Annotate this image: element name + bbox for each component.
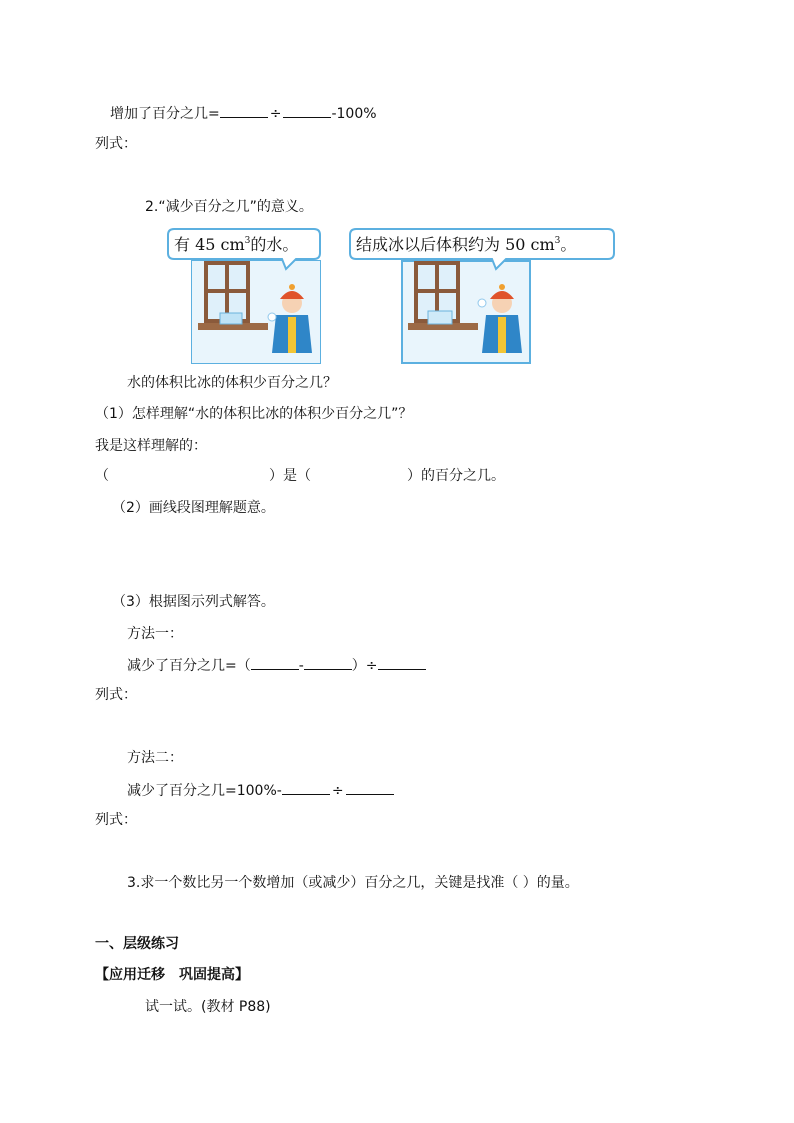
fill-open: （: [95, 468, 109, 484]
blank-field[interactable]: [304, 655, 352, 670]
bubble2-sup: 3: [554, 236, 561, 246]
practice-heading: 一、层级练习: [95, 936, 179, 952]
blank-field[interactable]: [283, 103, 331, 118]
blank-field[interactable]: [251, 655, 299, 670]
question-3: （3）根据图示列式解答。: [112, 594, 275, 610]
section3-text: 3.求一个数比另一个数增加（或减少）百分之几，关键是找准（ ）的量。: [127, 875, 579, 891]
blank-field[interactable]: [378, 655, 426, 670]
increase-formula-prefix: 增加了百分之几=: [110, 106, 220, 122]
method1-formula: [127, 655, 426, 675]
question-2: （2）画线段图理解题意。: [112, 500, 275, 516]
method2-formula: [127, 780, 394, 800]
increase-formula-suffix: -100%: [331, 106, 377, 122]
fill-close: ）的百分之几。: [407, 468, 505, 484]
section2-heading: 2.“减少百分之几”的意义。: [145, 199, 313, 215]
method1-label: 方法一：: [127, 626, 183, 642]
understand-label: 我是这样理解的：: [95, 438, 207, 454]
water-bubble-text: [174, 232, 298, 254]
lieshi-label: 列式：: [95, 812, 137, 828]
bubble1-post: 的水。: [250, 235, 299, 254]
method1-close: ）÷: [351, 658, 378, 674]
ice-bubble-text: [356, 232, 576, 254]
blank-field[interactable]: [346, 780, 394, 795]
question-1: （1）怎样理解“水的体积比冰的体积少百分之几”？: [95, 406, 413, 422]
method1-prefix: 减少了百分之几=（: [127, 658, 251, 674]
question-text: 水的体积比冰的体积少百分之几？: [127, 375, 337, 391]
blank-field[interactable]: [282, 780, 330, 795]
fill-in-line: [95, 467, 505, 485]
bubble1-pre: 有 45 cm: [174, 235, 245, 254]
bubble2-post: 。: [560, 235, 577, 254]
method2-label: 方法二：: [127, 750, 183, 766]
lieshi-label: 列式：: [95, 687, 137, 703]
bubble1-sup: 3: [244, 236, 251, 246]
divide-sign: ÷: [269, 106, 282, 122]
fill-mid: ）是（: [269, 468, 311, 484]
method2-prefix: 减少了百分之几=100%-: [127, 783, 282, 799]
bubble2-pre: 结成冰以后体积约为 50 cm: [356, 235, 555, 254]
lieshi-label: 列式：: [95, 136, 137, 152]
blank-field[interactable]: [220, 103, 268, 118]
try-it-text: 试一试。(教材 P88): [145, 999, 271, 1015]
practice-subheading: 【应用迁移 巩固提高】: [95, 967, 249, 983]
increase-formula-line: [110, 103, 377, 123]
divide-sign: ÷: [331, 783, 344, 799]
minus-sign: -: [298, 658, 304, 674]
